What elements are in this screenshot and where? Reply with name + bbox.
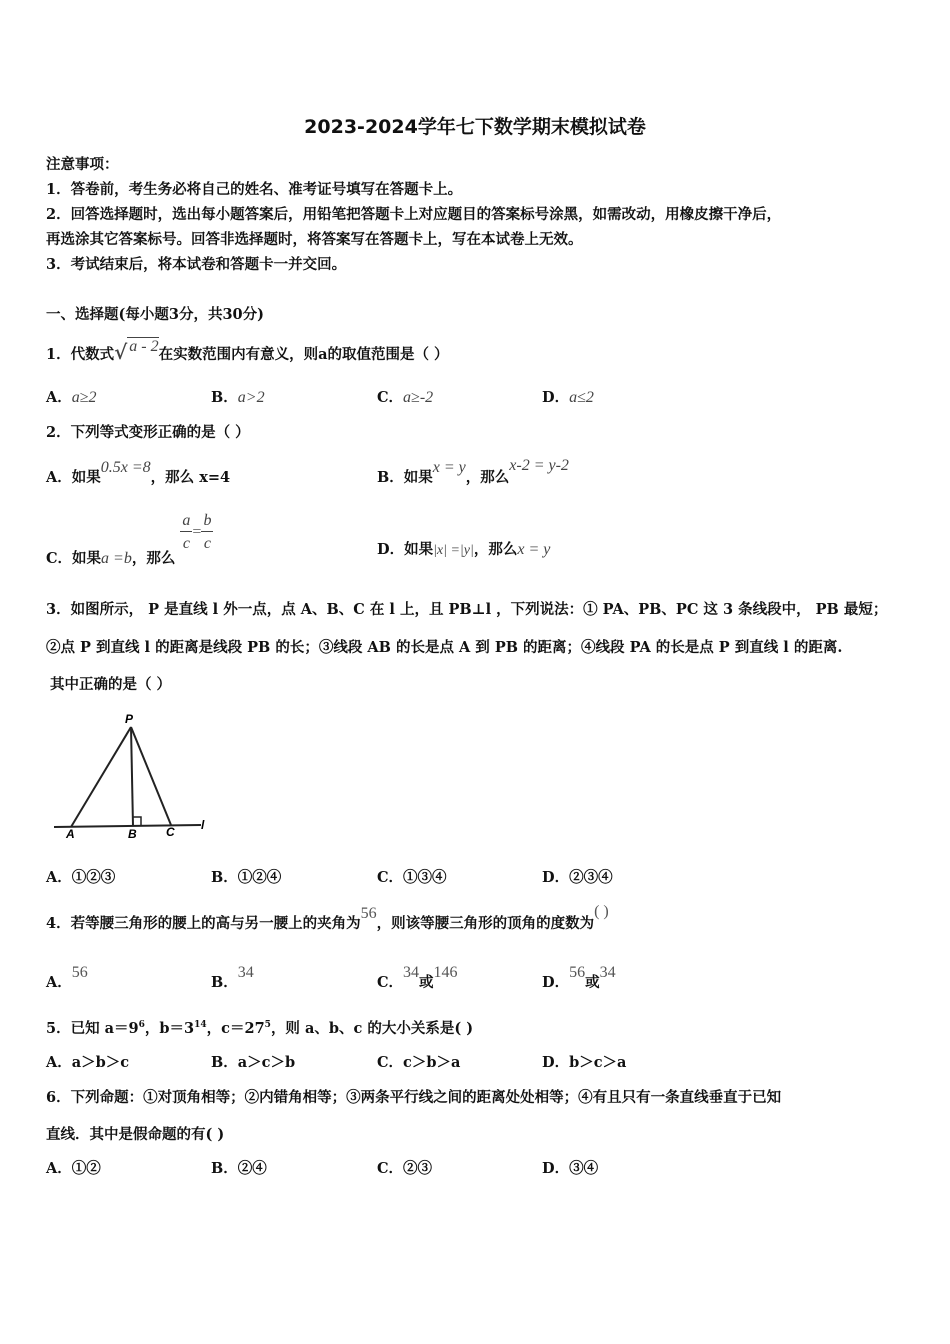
- q3-option-a: A．①②③: [46, 869, 116, 886]
- question-3-line-3: 其中正确的是（ ）: [50, 676, 172, 693]
- segment-pa: [71, 727, 131, 827]
- label-c: C: [166, 825, 175, 839]
- section-heading: 一、选择题(每小题3分，共30分): [46, 306, 264, 323]
- q2-option-b: B．如果x = y，那么x-2 = y-2: [377, 457, 569, 486]
- geometry-figure: [46, 705, 216, 840]
- sqrt-symbol: √: [114, 340, 128, 364]
- q1-option-c: C．a≥-2: [377, 389, 434, 406]
- q1-radicand: a - 2: [129, 338, 159, 355]
- q6-option-a: A．①②: [46, 1160, 101, 1177]
- question-5: 5．已知 $a=9^6$，$b=3^{14}$，$c=27^5$，则 a、b、c 的大小关系是( ): [46, 1020, 474, 1037]
- q1-prefix: 1．代数式: [46, 346, 115, 363]
- q2-option-c: C．如果a =b，那么 $\frac{a}{c}$ = $\frac{b}{c}$: [46, 512, 212, 567]
- q1-option-d: D．a≤2: [542, 389, 594, 406]
- question-1: [46, 340, 449, 364]
- label-l: l: [201, 818, 205, 832]
- q3-option-c: C．①③④: [377, 869, 447, 886]
- q1-option-b: B．a>2: [211, 389, 265, 406]
- q6-option-b: B．②④: [211, 1160, 267, 1177]
- q4-option-d: D．56或34: [542, 964, 616, 991]
- notice-item-3: 3．考试结束后，将本试卷和答题卡一并交回。: [46, 256, 347, 273]
- notice-heading: 注意事项：: [46, 156, 119, 173]
- q6-option-d: D．③④: [542, 1160, 599, 1177]
- label-p: P: [125, 712, 134, 726]
- fraction-a-over-c: $\frac{a}{c}$: [182, 512, 191, 552]
- q3-option-b: B．①②④: [211, 869, 282, 886]
- question-3-line-2: ②点 P 到直线 l 的距离是线段 PB 的长；③线段 AB 的长是点 A 到 PB 的距离；④线段 PA 的长是点 P 到直线 l 的距离.: [46, 639, 843, 656]
- q5-option-d: D．b＞c＞a: [542, 1054, 627, 1071]
- fraction-b-over-c: $\frac{b}{c}$: [203, 512, 212, 552]
- question-6-line-1: 6．下列命题：①对顶角相等；②内错角相等；③两条平行线之间的距离处处相等；④有且只有一条直线垂直于已知: [46, 1089, 782, 1106]
- right-angle-mark: [133, 817, 141, 826]
- q4-option-c: C．34或146: [377, 964, 458, 991]
- label-b: B: [128, 827, 137, 840]
- page-title: 2023-2024学年七下数学期末模拟试卷: [304, 116, 646, 138]
- q1-option-a: A．a≥2: [46, 389, 97, 406]
- q2-option-a: A．如果0.5x =8，那么 x=4: [46, 459, 231, 486]
- question-6-line-2: 直线．其中是假命题的有( ): [46, 1126, 225, 1143]
- q5-option-c: C．c＞b＞a: [377, 1054, 461, 1071]
- notice-item-1: 1．答卷前，考生务必将自己的姓名、准考证号填写在答题卡上。: [46, 181, 463, 198]
- notice-item-2-line-2: 再选涂其它答案标号。回答非选择题时，将答案写在答题卡上，写在本试卷上无效。: [46, 231, 583, 248]
- label-a: A: [66, 827, 75, 840]
- q1-suffix: 在实数范围内有意义，则a的取值范围是（ ）: [158, 346, 449, 363]
- q5-option-b: B．a＞c＞b: [211, 1054, 296, 1071]
- q4-option-a: A．56: [46, 964, 88, 991]
- q4-option-b: B．34: [211, 964, 254, 991]
- question-2-stem: 2．下列等式变形正确的是（ ）: [46, 424, 250, 441]
- notice-item-2-line-1: 2．回答选择题时，选出每小题答案后，用铅笔把答题卡上对应题目的答案标号涂黑，如需改动，用橡皮擦干净后，: [46, 206, 782, 223]
- q2-option-d: D．如果|x| =|y|，那么x = y: [377, 541, 551, 558]
- question-4: 4．若等腰三角形的腰上的高与另一腰上的夹角为56，则该等腰三角形的顶角的度数为( ): [46, 903, 609, 932]
- q5-option-a: A．a＞b＞c: [46, 1054, 130, 1071]
- segment-pc: [131, 727, 171, 825]
- question-3-line-1: 3．如图所示， P 是直线 l 外一点，点 A、B、C 在 l 上，且 PB⊥l ，下列说法：① PA、PB、PC 这 3 条线段中， PB 最短；: [46, 601, 888, 618]
- segment-pb: [131, 727, 133, 826]
- q3-option-d: D．②③④: [542, 869, 613, 886]
- q6-option-c: C．②③: [377, 1160, 433, 1177]
